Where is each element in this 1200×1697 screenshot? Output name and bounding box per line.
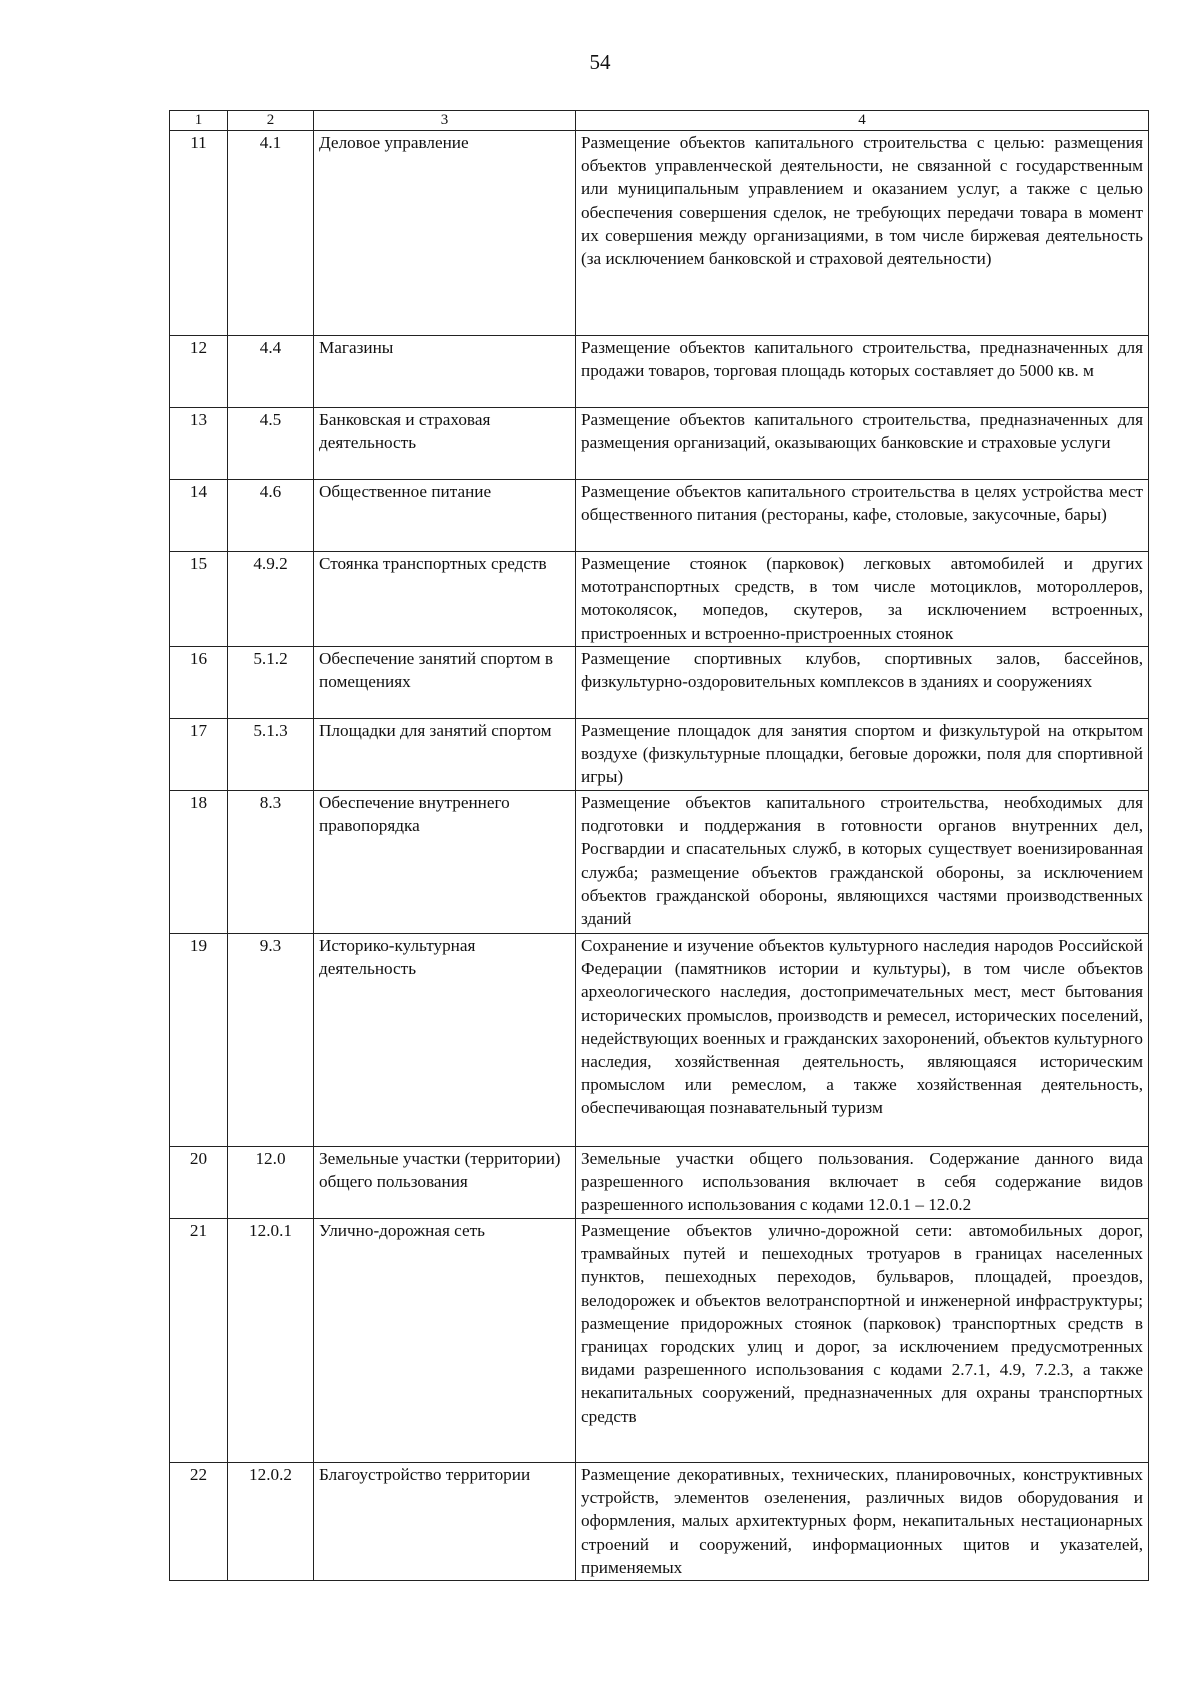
- use-name: Деловое управление: [314, 131, 576, 336]
- use-code: 4.4: [228, 336, 314, 408]
- row-number: 12: [170, 336, 228, 408]
- use-code: 12.0: [228, 1147, 314, 1219]
- table-header: [170, 111, 1149, 131]
- row-number: 19: [170, 934, 228, 1147]
- row-number: 17: [170, 719, 228, 791]
- use-description: Размещение декоративных, технических, планировочных, конструктивных устройств, элементов озеленения, различных видов оборудования и оформления, малых архитектурных форм, некапитальных нестационарных строений и сооружений, информационных щитов и указателей, применяемых: [576, 1463, 1149, 1581]
- row-number: 16: [170, 647, 228, 719]
- use-code: 8.3: [228, 791, 314, 934]
- use-name: Общественное питание: [314, 480, 576, 552]
- use-name: Банковская и страховая деятельность: [314, 408, 576, 480]
- use-code: 4.9.2: [228, 552, 314, 647]
- use-name: Улично-дорожная сеть: [314, 1219, 576, 1463]
- page-number: 54: [589, 50, 611, 74]
- row-number: 21: [170, 1219, 228, 1463]
- table-row: [170, 408, 1149, 480]
- use-description: Размещение стоянок (парковок) легковых автомобилей и других мототранспортных средств, в том числе мотоциклов, мотороллеров, мотоколясок, мопедов, скутеров, за исключением встроенных, пристроенных и встроенно-пристроенных стоянок: [576, 552, 1149, 647]
- use-name: Стоянка транспортных средств: [314, 552, 576, 647]
- land-use-table: [169, 110, 1149, 1581]
- row-number: 15: [170, 552, 228, 647]
- use-code: 12.0.1: [228, 1219, 314, 1463]
- use-code: 4.6: [228, 480, 314, 552]
- row-number: 18: [170, 791, 228, 934]
- table-row: [170, 1147, 1149, 1219]
- use-code: 4.1: [228, 131, 314, 336]
- header-col-1: 1: [170, 111, 228, 131]
- use-description: Размещение площадок для занятия спортом и физкультурой на открытом воздухе (физкультурные площадки, беговые дорожки, поля для спортивной игры): [576, 719, 1149, 791]
- table-row: [170, 552, 1149, 647]
- use-name: Магазины: [314, 336, 576, 408]
- table-row: [170, 647, 1149, 719]
- use-description: Размещение объектов капитального строительства в целях устройства мест общественного питания (рестораны, кафе, столовые, закусочные, бары): [576, 480, 1149, 552]
- use-name: Обеспечение внутреннего правопорядка: [314, 791, 576, 934]
- use-description: Размещение объектов капитального строительства, предназначенных для размещения организаций, оказывающих банковские и страховые услуги: [576, 408, 1149, 480]
- table-row: [170, 719, 1149, 791]
- table-row: [170, 934, 1149, 1147]
- use-code: 12.0.2: [228, 1463, 314, 1581]
- row-number: 13: [170, 408, 228, 480]
- table-row: [170, 1219, 1149, 1463]
- use-name: Историко-культурная деятельность: [314, 934, 576, 1147]
- use-description: Размещение объектов капитального строительства, предназначенных для продажи товаров, торговая площадь которых составляет до 5000 кв. м: [576, 336, 1149, 408]
- table-body: [170, 131, 1149, 1581]
- use-name: Обеспечение занятий спортом в помещениях: [314, 647, 576, 719]
- table-row: [170, 131, 1149, 336]
- use-code: 5.1.2: [228, 647, 314, 719]
- row-number: 11: [170, 131, 228, 336]
- header-col-2: 2: [228, 111, 314, 131]
- use-name: Земельные участки (территории) общего пользования: [314, 1147, 576, 1219]
- row-number: 14: [170, 480, 228, 552]
- header-col-3: 3: [314, 111, 576, 131]
- header-col-4: 4: [576, 111, 1149, 131]
- use-name: Площадки для занятий спортом: [314, 719, 576, 791]
- table-row: [170, 1463, 1149, 1581]
- use-name: Благоустройство территории: [314, 1463, 576, 1581]
- use-description: Размещение объектов капитального строительства, необходимых для подготовки и поддержания в готовности органов внутренних дел, Росгвардии и спасательных служб, в которых существует военизированная служба; размещение объектов гражданской обороны, за исключением объектов гражданской обороны, являющихся частями производственных зданий: [576, 791, 1149, 934]
- table-row: [170, 480, 1149, 552]
- use-code: 5.1.3: [228, 719, 314, 791]
- use-description: Земельные участки общего пользования. Содержание данного вида разрешенного использования включает в себя содержание видов разрешенного использования с кодами 12.0.1 – 12.0.2: [576, 1147, 1149, 1219]
- use-code: 4.5: [228, 408, 314, 480]
- row-number: 22: [170, 1463, 228, 1581]
- use-description: Сохранение и изучение объектов культурного наследия народов Российской Федерации (памятников истории и культуры), в том числе объектов археологического наследия, достопримечательных мест, мест бытования исторических промыслов, производств и ремесел, исторических поселений, недействующих военных и гражданских захоронений, объектов культурного наследия, хозяйственная деятельность, являющаяся историческим промыслом или ремеслом, а также хозяйственная деятельность, обеспечивающая познавательный туризм: [576, 934, 1149, 1147]
- row-number: 20: [170, 1147, 228, 1219]
- use-description: Размещение объектов улично-дорожной сети: автомобильных дорог, трамвайных путей и пешеходных тротуаров в границах населенных пунктов, пешеходных переходов, бульваров, площадей, проездов, велодорожек и объектов велотранспортной и инженерной инфраструктуры; размещение придорожных стоянок (парковок) транспортных средств в границах городских улиц и дорог, за исключением предусмотренных видами разрешенного использования с кодами 2.7.1, 4.9, 7.2.3, а также некапитальных сооружений, предназначенных для охраны транспортных средств: [576, 1219, 1149, 1463]
- table-header-row: [170, 111, 1149, 131]
- use-description: Размещение объектов капитального строительства с целью: размещения объектов управленческой деятельности, не связанной с государственным или муниципальным управлением и оказанием услуг, а также с целью обеспечения совершения сделок, не требующих передачи товара в момент их совершения между организациями, в том числе биржевая деятельность (за исключением банковской и страховой деятельности): [576, 131, 1149, 336]
- use-description: Размещение спортивных клубов, спортивных залов, бассейнов, физкультурно-оздоровительных комплексов в зданиях и сооружениях: [576, 647, 1149, 719]
- table-row: [170, 336, 1149, 408]
- table-row: [170, 791, 1149, 934]
- use-code: 9.3: [228, 934, 314, 1147]
